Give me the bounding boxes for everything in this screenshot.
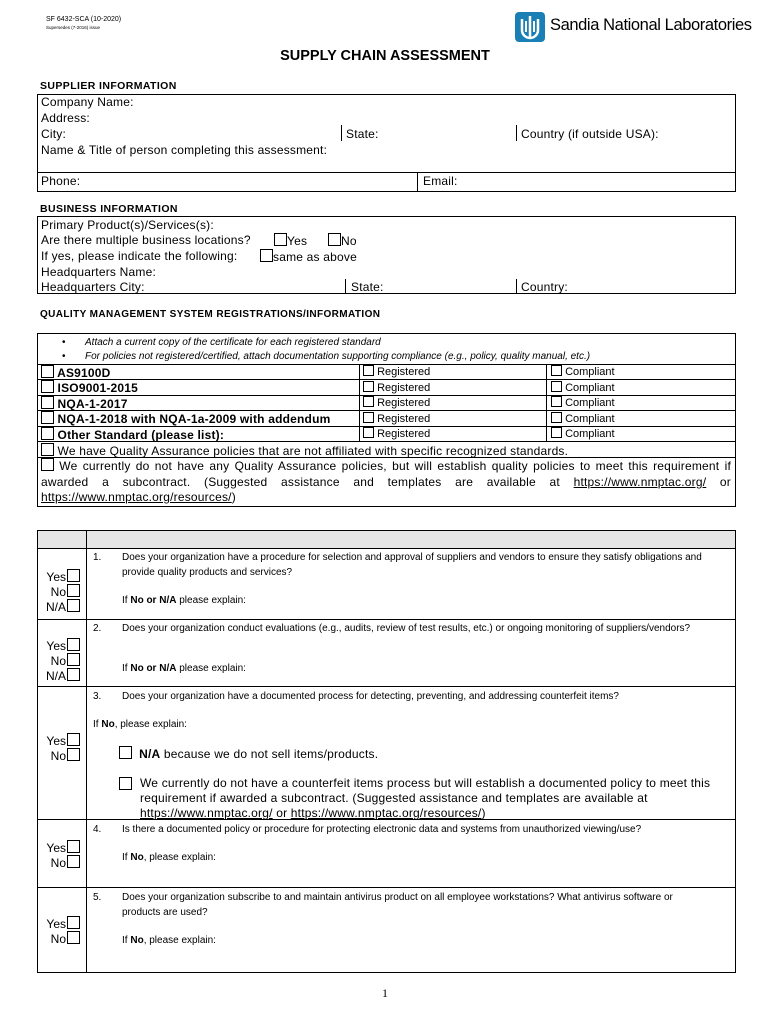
nmptac-resources-link[interactable]: https://www.nmptac.org/resources/ — [41, 490, 232, 504]
qms-section-title: QUALITY MANAGEMENT SYSTEM REGISTRATIONS/INFORMATION — [40, 309, 381, 320]
other-compliant: Compliant — [551, 427, 615, 440]
q4-no-checkbox[interactable] — [67, 855, 80, 868]
multiple-locations-no-checkbox[interactable] — [328, 233, 341, 246]
nqa1-2017-compliant: Compliant — [551, 396, 615, 409]
iso9001-registered-checkbox[interactable] — [363, 381, 374, 392]
q1-text: Does your organization have a procedure for selection and approval of suppliers and vendors to ensure they satisfy obligations and provide quality products and services? — [122, 552, 702, 578]
page-title: SUPPLY CHAIN ASSESSMENT — [280, 48, 490, 64]
q2-text: Does your organization conduct evaluations (e.g., audits, review of test results, etc.) or ongoing monitoring of suppliers/vendors? — [122, 623, 691, 634]
nqa1-2018-compliant: Compliant — [551, 412, 615, 425]
nqa1-2017-registered: Registered — [363, 396, 430, 409]
q3-yes-checkbox[interactable] — [67, 733, 80, 746]
multiple-locations-no: No — [328, 233, 357, 248]
q3-number: 3. — [93, 691, 102, 702]
iso9001-registered: Registered — [363, 381, 430, 394]
form-number: SF 6432-SCA (10-2020) — [46, 16, 122, 23]
q2-na-checkbox[interactable] — [67, 668, 80, 681]
qa-not-affiliated-checkbox[interactable] — [41, 443, 54, 456]
multiple-locations-yes: Yes — [274, 233, 307, 248]
no-qa-policies: We currently do not have any Quality Assurance policies, but will establish quality policies to meet this requirement if awarded a subcontract. (Suggested assistance and templates are available at https://www.nmptac.org/ or https://www.nmptac.org/resources/) — [41, 459, 731, 504]
nmptac-link[interactable]: https://www.nmptac.org/ — [573, 474, 707, 489]
name-title-label: Name & Title of person completing this assessment: — [41, 143, 328, 157]
phone-label: Phone: — [41, 174, 81, 188]
qms-bullet-2: • For policies not registered/certified, attach documentation supporting compliance (e.g., policy, quality manual, etc.) — [62, 351, 591, 362]
q5-number: 5. — [93, 892, 102, 903]
country-label: Country (if outside USA): — [521, 127, 659, 141]
state-label: State: — [346, 127, 379, 141]
iso9001-compliant-checkbox[interactable] — [551, 381, 562, 392]
supersedes-note: Supersedes (7-2016) issue — [46, 25, 101, 30]
q3-no-checkbox[interactable] — [67, 748, 80, 761]
q1-yes-checkbox[interactable] — [67, 569, 80, 582]
q3-answers: Yes No — [40, 733, 80, 763]
sandia-logo — [515, 12, 545, 47]
q2-answers: Yes No N/A — [40, 638, 80, 683]
q2-explain: If No or N/A please explain: — [122, 663, 246, 674]
questions-table-header — [38, 531, 735, 548]
nqa1-2017-checkbox[interactable] — [41, 396, 54, 409]
org-name: Sandia National Laboratories — [550, 16, 752, 34]
q2-no-checkbox[interactable] — [67, 653, 80, 666]
as9100d-compliant-checkbox[interactable] — [551, 365, 562, 376]
primary-products-label: Primary Product(s)/Services(s): — [41, 218, 214, 232]
q5-explain: If No, please explain: — [122, 935, 216, 946]
no-qa-policies-checkbox[interactable] — [41, 458, 54, 471]
q4-explain: If No, please explain: — [122, 852, 216, 863]
hq-name-label: Headquarters Name: — [41, 265, 156, 279]
business-section-title: BUSINESS INFORMATION — [40, 203, 178, 215]
q1-answers: Yes No N/A — [40, 569, 80, 614]
city-label: City: — [41, 127, 66, 141]
q1-no-checkbox[interactable] — [67, 584, 80, 597]
other-registered-checkbox[interactable] — [363, 427, 374, 438]
q5-no-checkbox[interactable] — [67, 931, 80, 944]
q1-na-checkbox[interactable] — [67, 599, 80, 612]
email-label: Email: — [423, 174, 458, 188]
standard-other: Other Standard (please list): — [41, 427, 224, 442]
hq-state-label: State: — [351, 280, 384, 294]
q3-option-no-process: We currently do not have a counterfeit items process but will establish a documented policy to meet this requirement if awarded a subcontract. (Suggested assistance and templates are available at https://www.nmptac.org/ or https://www.nmptac.org/resources/) — [119, 776, 719, 821]
as9100d-checkbox[interactable] — [41, 365, 54, 378]
q3-nmptac-resources-link[interactable]: https://www.nmptac.org/resources/ — [290, 806, 482, 820]
nqa1-2017-registered-checkbox[interactable] — [363, 396, 374, 407]
iso9001-compliant: Compliant — [551, 381, 615, 394]
q5-answers: Yes No — [40, 916, 80, 946]
as9100d-registered-checkbox[interactable] — [363, 365, 374, 376]
qms-bullet-1: • Attach a current copy of the certificate for each registered standard — [62, 337, 381, 348]
q3-text: Does your organization have a documented process for detecting, preventing, and addressing counterfeit items? — [122, 691, 619, 702]
q3-option-na: N/A because we do not sell items/products. — [119, 746, 378, 761]
sandia-thunderbird-icon — [515, 12, 545, 42]
address-label: Address: — [41, 111, 90, 125]
q1-number: 1. — [93, 552, 102, 563]
as9100d-registered: Registered — [363, 365, 430, 378]
nqa1-2018-compliant-checkbox[interactable] — [551, 412, 562, 423]
q2-number: 2. — [93, 623, 102, 634]
page-number: 1 — [382, 986, 388, 1000]
nqa1-2018-checkbox[interactable] — [41, 411, 54, 424]
nqa1-2018-registered-checkbox[interactable] — [363, 412, 374, 423]
company-name-label: Company Name: — [41, 95, 134, 109]
nqa1-2018-registered: Registered — [363, 412, 430, 425]
q4-answers: Yes No — [40, 840, 80, 870]
as9100d-compliant: Compliant — [551, 365, 615, 378]
other-compliant-checkbox[interactable] — [551, 427, 562, 438]
same-as-above: same as above — [260, 249, 357, 264]
standard-as9100d: AS9100D — [41, 365, 111, 380]
q1-explain: If No or N/A please explain: — [122, 595, 246, 606]
q3-nmptac-link[interactable]: https://www.nmptac.org/ — [140, 806, 273, 820]
q5-yes-checkbox[interactable] — [67, 916, 80, 929]
q4-text: Is there a documented policy or procedure for protecting electronic data and systems from unauthorized viewing/use? — [122, 824, 642, 835]
same-as-above-checkbox[interactable] — [260, 249, 273, 262]
q3-no-process-checkbox[interactable] — [119, 777, 132, 790]
hq-city-label: Headquarters City: — [41, 280, 145, 294]
if-yes-label: If yes, please indicate the following: — [41, 249, 238, 263]
standard-nqa1-2017: NQA-1-2017 — [41, 396, 128, 411]
q3-explain: If No, please explain: — [93, 719, 187, 730]
multiple-locations-label: Are there multiple business locations? — [41, 233, 251, 247]
hq-country-label: Country: — [521, 280, 568, 294]
nqa1-2017-compliant-checkbox[interactable] — [551, 396, 562, 407]
multiple-locations-yes-checkbox[interactable] — [274, 233, 287, 246]
q2-yes-checkbox[interactable] — [67, 638, 80, 651]
q4-number: 4. — [93, 824, 102, 835]
qa-not-affiliated: We have Quality Assurance policies that are not affiliated with specific recognized standards. — [41, 443, 568, 458]
standard-iso9001: ISO9001-2015 — [41, 380, 138, 395]
standard-nqa1-2018: NQA-1-2018 with NQA-1a-2009 with addendum — [41, 411, 330, 426]
iso9001-checkbox[interactable] — [41, 380, 54, 393]
other-registered: Registered — [363, 427, 430, 440]
q5-text: Does your organization subscribe to and maintain antivirus product on all employee workstations? What antivirus software or products are used? — [122, 892, 673, 918]
q4-yes-checkbox[interactable] — [67, 840, 80, 853]
q3-na-option-checkbox[interactable] — [119, 746, 132, 759]
other-standard-checkbox[interactable] — [41, 427, 54, 440]
supplier-section-title: SUPPLIER INFORMATION — [40, 80, 177, 92]
